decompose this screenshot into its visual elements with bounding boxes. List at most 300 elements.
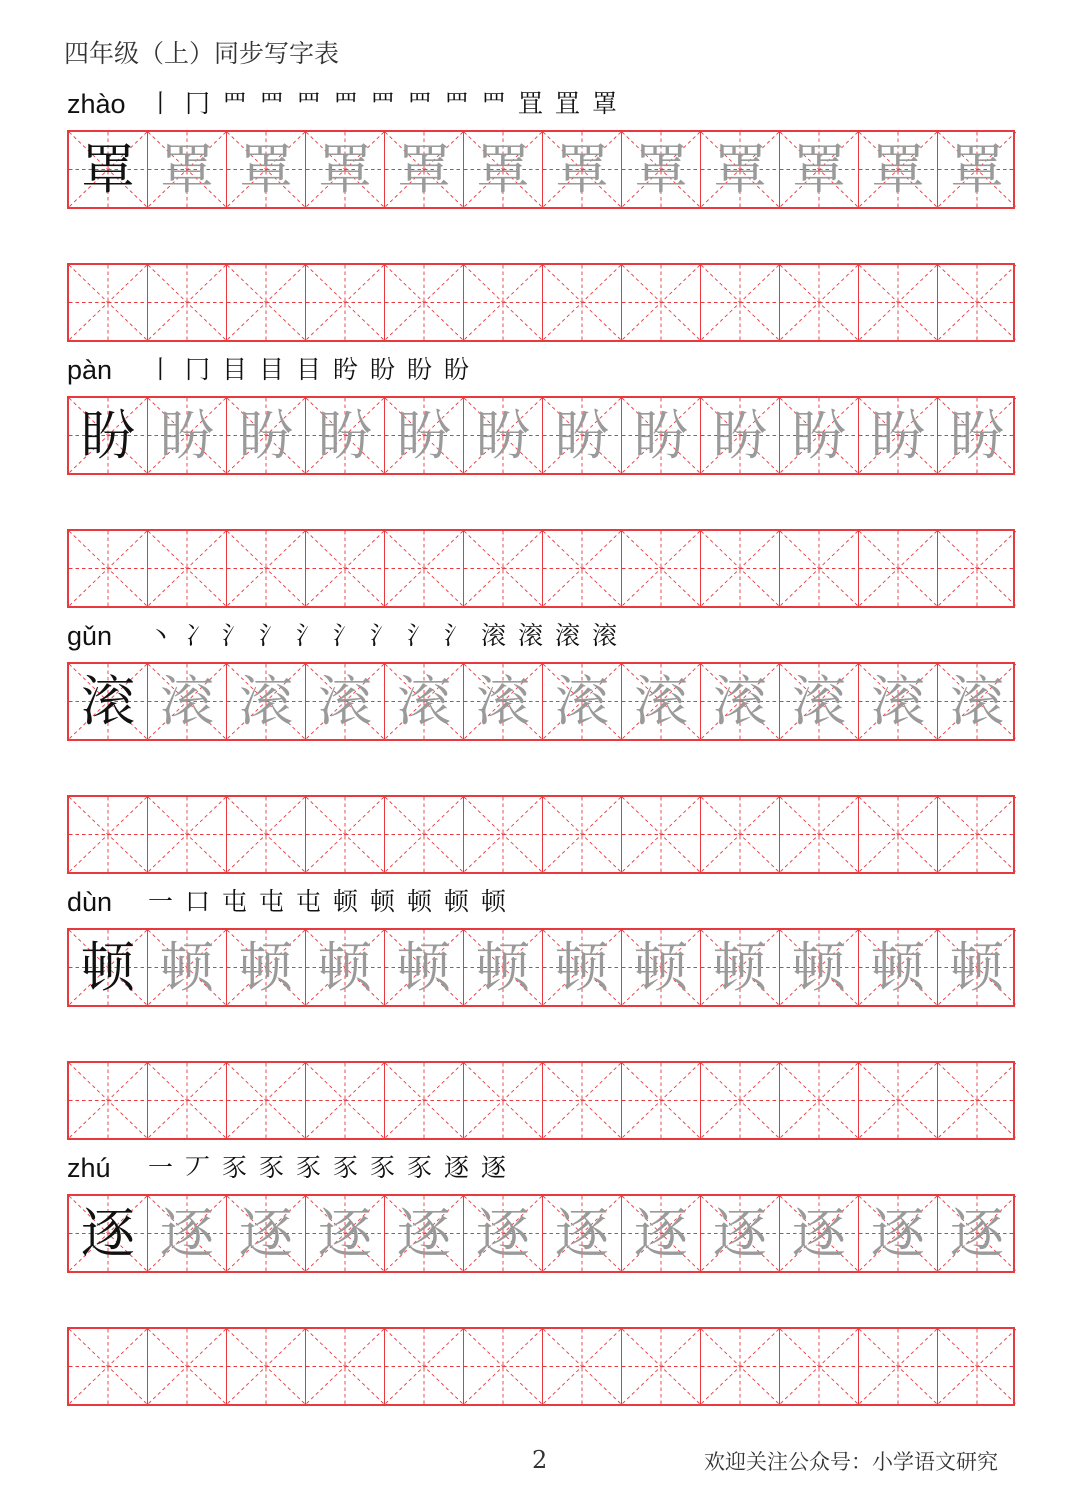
mizi-guide-lines [938,1329,1016,1404]
writing-cell[interactable] [463,265,542,340]
stroke-step: 豕 [258,1153,284,1182]
writing-cell[interactable] [542,1196,621,1271]
stroke-step: 屯 [221,887,247,916]
writing-cell[interactable] [700,398,779,473]
stroke-step: 氵 [221,621,247,650]
mizi-guide-lines [385,797,463,872]
writing-cell[interactable] [700,531,779,606]
writing-cell[interactable] [779,265,858,340]
mizi-guide-lines [464,797,542,872]
mizi-guide-lines [543,1329,621,1404]
trace-character: 滚 [160,669,214,733]
writing-cell[interactable] [621,1196,700,1271]
mizi-guide-lines [148,531,226,606]
stroke-step: 盻 [332,355,358,384]
mizi-guide-lines [701,1329,779,1404]
stroke-step: 冫 [184,621,210,650]
writing-cell[interactable] [384,265,463,340]
mizi-guide-lines [306,1329,384,1404]
writing-cell[interactable] [700,1196,779,1271]
trace-character: 滚 [476,669,530,733]
trace-character: 顿 [555,935,609,999]
mizi-guide-lines [701,265,779,340]
stroke-step: 罒 [295,89,321,118]
tracing-row [67,130,1015,209]
stroke-step: 滚 [554,621,580,650]
writing-cell[interactable] [937,797,1016,872]
trace-character: 盼 [555,403,609,467]
mizi-guide-lines [385,1329,463,1404]
tracing-row [67,1194,1015,1273]
writing-cell[interactable] [463,132,542,207]
writing-cell[interactable] [226,531,305,606]
writing-cell[interactable] [937,930,1016,1005]
writing-cell[interactable] [463,797,542,872]
writing-cell[interactable] [700,1329,779,1404]
stroke-step: 一 [147,887,173,916]
writing-cell[interactable] [621,398,700,473]
blank-practice-row [67,795,1015,874]
stroke-step: 丶 [147,621,173,650]
writing-cell[interactable] [226,930,305,1005]
writing-cell[interactable] [226,1329,305,1404]
writing-cell[interactable] [858,531,937,606]
writing-cell[interactable] [858,1329,937,1404]
writing-cell[interactable] [226,398,305,473]
stroke-order [145,88,620,120]
stroke-step: 豕 [295,1153,321,1182]
character-section [67,886,1015,1140]
mizi-guide-lines [543,531,621,606]
mizi-guide-lines [780,1329,858,1404]
trace-character: 逐 [239,1201,293,1265]
stroke-step: 顿 [443,887,469,916]
pinyin-line [67,354,1015,396]
trace-character: 逐 [555,1201,609,1265]
stroke-step: 丆 [184,1153,210,1182]
model-character: 顿 [81,935,135,999]
writing-cell[interactable] [463,398,542,473]
mizi-guide-lines [780,1063,858,1138]
writing-cell[interactable] [858,132,937,207]
writing-cell[interactable] [226,797,305,872]
trace-character: 罩 [318,137,372,201]
stroke-step: 目 [295,355,321,384]
writing-cell[interactable] [69,265,147,340]
writing-cell[interactable] [700,930,779,1005]
trace-character: 逐 [950,1201,1004,1265]
trace-character: 罩 [634,137,688,201]
pinyin-label: gǔn [67,621,113,651]
writing-cell[interactable] [305,132,384,207]
stroke-step: 氵 [295,621,321,650]
trace-character: 盼 [318,403,372,467]
model-character: 盼 [81,403,135,467]
trace-character: 逐 [792,1201,846,1265]
writing-cell[interactable] [542,664,621,739]
trace-character: 滚 [555,669,609,733]
writing-cell[interactable] [700,265,779,340]
writing-cell[interactable] [621,132,700,207]
writing-cell[interactable] [937,1063,1016,1138]
trace-character: 罩 [792,137,846,201]
trace-character: 逐 [476,1201,530,1265]
trace-character: 逐 [160,1201,214,1265]
writing-cell[interactable] [463,664,542,739]
stroke-step: 罒 [480,89,506,118]
trace-character: 逐 [871,1201,925,1265]
stroke-step: 屯 [258,887,284,916]
stroke-step: 口 [184,887,210,916]
writing-cell[interactable] [69,1196,147,1271]
trace-character: 盼 [713,403,767,467]
writing-cell[interactable] [779,398,858,473]
writing-cell[interactable] [621,664,700,739]
writing-cell[interactable] [858,398,937,473]
mizi-guide-lines [148,265,226,340]
writing-cell[interactable] [305,930,384,1005]
mizi-guide-lines [622,797,700,872]
mizi-guide-lines [227,531,305,606]
writing-cell[interactable] [542,797,621,872]
mizi-guide-lines [543,265,621,340]
writing-cell[interactable] [463,1196,542,1271]
writing-cell[interactable] [226,1063,305,1138]
trace-character: 逐 [397,1201,451,1265]
model-character: 滚 [81,669,135,733]
mizi-guide-lines [622,531,700,606]
stroke-step: 屯 [295,887,321,916]
mizi-guide-lines [701,1063,779,1138]
stroke-step: 罒 [443,89,469,118]
trace-character: 滚 [792,669,846,733]
writing-cell[interactable] [779,531,858,606]
mizi-guide-lines [780,531,858,606]
mizi-guide-lines [148,1329,226,1404]
mizi-guide-lines [306,531,384,606]
mizi-guide-lines [385,265,463,340]
trace-character: 顿 [160,935,214,999]
mizi-guide-lines [701,531,779,606]
writing-cell[interactable] [621,797,700,872]
stroke-step: 豕 [332,1153,358,1182]
writing-cell[interactable] [147,664,226,739]
writing-cell[interactable] [858,265,937,340]
writing-cell[interactable] [700,1063,779,1138]
writing-cell[interactable] [700,132,779,207]
writing-cell[interactable] [779,797,858,872]
trace-character: 盼 [871,403,925,467]
stroke-step: 顿 [480,887,506,916]
writing-cell[interactable] [69,797,147,872]
stroke-step: 氵 [406,621,432,650]
stroke-order [145,354,472,386]
mizi-guide-lines [938,265,1016,340]
writing-cell[interactable] [937,265,1016,340]
model-character: 逐 [81,1201,135,1265]
mizi-guide-lines [464,531,542,606]
mizi-guide-lines [938,797,1016,872]
trace-character: 滚 [634,669,688,733]
pinyin-label: zhào [67,89,126,119]
writing-cell[interactable] [937,664,1016,739]
model-character: 罩 [81,137,135,201]
writing-cell[interactable] [542,1329,621,1404]
blank-practice-row [67,529,1015,608]
writing-cell[interactable] [305,265,384,340]
mizi-guide-lines [780,797,858,872]
trace-character: 顿 [476,935,530,999]
stroke-order [145,620,620,652]
trace-character: 逐 [634,1201,688,1265]
mizi-guide-lines [385,531,463,606]
stroke-step: 丨 [147,89,173,118]
stroke-step: 顿 [406,887,432,916]
writing-cell[interactable] [779,1063,858,1138]
blank-practice-row [67,1327,1015,1406]
stroke-step: 豕 [406,1153,432,1182]
mizi-guide-lines [227,265,305,340]
writing-cell[interactable] [69,1329,147,1404]
writing-cell[interactable] [542,132,621,207]
writing-cell[interactable] [69,398,147,473]
stroke-step: 盼 [406,355,432,384]
mizi-guide-lines [622,1329,700,1404]
writing-cell[interactable] [69,531,147,606]
writing-cell[interactable] [542,265,621,340]
writing-cell[interactable] [621,265,700,340]
stroke-step: 氵 [369,621,395,650]
writing-cell[interactable] [858,797,937,872]
mizi-guide-lines [622,265,700,340]
writing-cell[interactable] [858,1196,937,1271]
writing-cell[interactable] [700,664,779,739]
mizi-guide-lines [543,1063,621,1138]
writing-cell[interactable] [147,1196,226,1271]
mizi-guide-lines [69,1329,147,1404]
pinyin-label: dùn [67,887,113,917]
stroke-step: 滚 [517,621,543,650]
blank-practice-row [67,1061,1015,1140]
mizi-guide-lines [69,531,147,606]
stroke-step: 冂 [184,355,210,384]
stroke-order [145,886,509,918]
stroke-step: 罒 [258,89,284,118]
stroke-step: 逐 [443,1153,469,1182]
writing-cell[interactable] [147,265,226,340]
mizi-guide-lines [938,531,1016,606]
pinyin-label: pàn [67,355,113,385]
trace-character: 盼 [634,403,688,467]
trace-character: 顿 [239,935,293,999]
stroke-step: 氵 [332,621,358,650]
writing-cell[interactable] [147,1329,226,1404]
writing-cell[interactable] [463,531,542,606]
writing-cell[interactable] [779,1329,858,1404]
writing-cell[interactable] [384,1063,463,1138]
writing-cell[interactable] [779,1196,858,1271]
writing-cell[interactable] [937,398,1016,473]
stroke-step: 罒 [369,89,395,118]
trace-character: 顿 [871,935,925,999]
mizi-guide-lines [227,797,305,872]
stroke-step: 罒 [221,89,247,118]
writing-cell[interactable] [305,664,384,739]
trace-character: 滚 [239,669,293,733]
trace-character: 罩 [871,137,925,201]
writing-cell[interactable] [384,1329,463,1404]
writing-cell[interactable] [384,664,463,739]
character-section [67,354,1015,608]
writing-cell[interactable] [147,797,226,872]
stroke-step: 罝 [554,89,580,118]
writing-cell[interactable] [542,1063,621,1138]
mizi-guide-lines [306,265,384,340]
mizi-guide-lines [859,1329,937,1404]
trace-character: 滚 [950,669,1004,733]
writing-cell[interactable] [147,398,226,473]
writing-cell[interactable] [69,1063,147,1138]
mizi-guide-lines [227,1063,305,1138]
mizi-guide-lines [464,265,542,340]
trace-character: 滚 [318,669,372,733]
pinyin-line [67,620,1015,662]
pinyin-line [67,886,1015,928]
trace-character: 盼 [950,403,1004,467]
stroke-step: 丨 [147,355,173,384]
stroke-step: 罝 [517,89,543,118]
writing-cell[interactable] [937,531,1016,606]
mizi-guide-lines [69,797,147,872]
writing-cell[interactable] [937,132,1016,207]
writing-cell[interactable] [542,930,621,1005]
writing-cell[interactable] [305,531,384,606]
character-section [67,620,1015,874]
blank-practice-row [67,263,1015,342]
mizi-guide-lines [859,1063,937,1138]
writing-cell[interactable] [621,531,700,606]
trace-character: 罩 [713,137,767,201]
writing-cell[interactable] [384,531,463,606]
pinyin-line [67,1152,1015,1194]
mizi-guide-lines [622,1063,700,1138]
writing-cell[interactable] [147,132,226,207]
writing-cell[interactable] [147,1063,226,1138]
mizi-guide-lines [859,531,937,606]
trace-character: 顿 [397,935,451,999]
writing-cell[interactable] [937,1196,1016,1271]
mizi-guide-lines [464,1329,542,1404]
character-section [67,88,1015,342]
stroke-step: 豕 [221,1153,247,1182]
writing-cell[interactable] [147,930,226,1005]
footer-note: 欢迎关注公众号：小学语文研究 [704,1450,998,1474]
trace-character: 逐 [713,1201,767,1265]
writing-cell[interactable] [621,930,700,1005]
writing-cell[interactable] [305,1329,384,1404]
writing-cell[interactable] [858,930,937,1005]
trace-character: 罩 [160,137,214,201]
mizi-guide-lines [306,797,384,872]
writing-cell[interactable] [858,664,937,739]
writing-cell[interactable] [305,398,384,473]
writing-cell[interactable] [542,398,621,473]
stroke-step: 氵 [443,621,469,650]
writing-cell[interactable] [305,1196,384,1271]
trace-character: 滚 [397,669,451,733]
stroke-step: 氵 [258,621,284,650]
writing-cell[interactable] [384,797,463,872]
writing-cell[interactable] [226,1196,305,1271]
writing-cell[interactable] [779,132,858,207]
tracing-row [67,396,1015,475]
writing-cell[interactable] [226,132,305,207]
trace-character: 盼 [160,403,214,467]
writing-cell[interactable] [305,797,384,872]
stroke-step: 盼 [443,355,469,384]
writing-cell[interactable] [384,1196,463,1271]
trace-character: 滚 [871,669,925,733]
stroke-step: 逐 [480,1153,506,1182]
trace-character: 顿 [318,935,372,999]
writing-cell[interactable] [226,265,305,340]
writing-cell[interactable] [384,930,463,1005]
mizi-guide-lines [464,1063,542,1138]
writing-cell[interactable] [463,1063,542,1138]
writing-cell[interactable] [542,531,621,606]
trace-character: 盼 [239,403,293,467]
pinyin-label: zhú [67,1153,111,1183]
stroke-step: 罩 [591,89,617,118]
trace-character: 盼 [792,403,846,467]
page-title: 四年级（上）同步写字表 [64,39,340,68]
writing-cell[interactable] [779,930,858,1005]
writing-cell[interactable] [69,664,147,739]
stroke-step: 目 [258,355,284,384]
trace-character: 罩 [397,137,451,201]
writing-cell[interactable] [463,930,542,1005]
stroke-step: 豕 [369,1153,395,1182]
trace-character: 顿 [713,935,767,999]
writing-cell[interactable] [779,664,858,739]
trace-character: 盼 [397,403,451,467]
trace-character: 盼 [476,403,530,467]
mizi-guide-lines [69,265,147,340]
writing-cell[interactable] [621,1329,700,1404]
writing-cell[interactable] [700,797,779,872]
tracing-row [67,928,1015,1007]
writing-cell[interactable] [621,1063,700,1138]
writing-cell[interactable] [937,1329,1016,1404]
writing-cell[interactable] [384,398,463,473]
trace-character: 罩 [239,137,293,201]
stroke-step: 顿 [369,887,395,916]
mizi-guide-lines [701,797,779,872]
mizi-guide-lines [148,797,226,872]
writing-cell[interactable] [305,1063,384,1138]
writing-cell[interactable] [147,531,226,606]
stroke-step: 罒 [332,89,358,118]
page-number: 2 [532,1446,548,1474]
writing-cell[interactable] [69,132,147,207]
writing-cell[interactable] [226,664,305,739]
mizi-guide-lines [306,1063,384,1138]
writing-cell[interactable] [463,1329,542,1404]
mizi-guide-lines [385,1063,463,1138]
writing-cell[interactable] [69,930,147,1005]
writing-cell[interactable] [384,132,463,207]
writing-cell[interactable] [858,1063,937,1138]
